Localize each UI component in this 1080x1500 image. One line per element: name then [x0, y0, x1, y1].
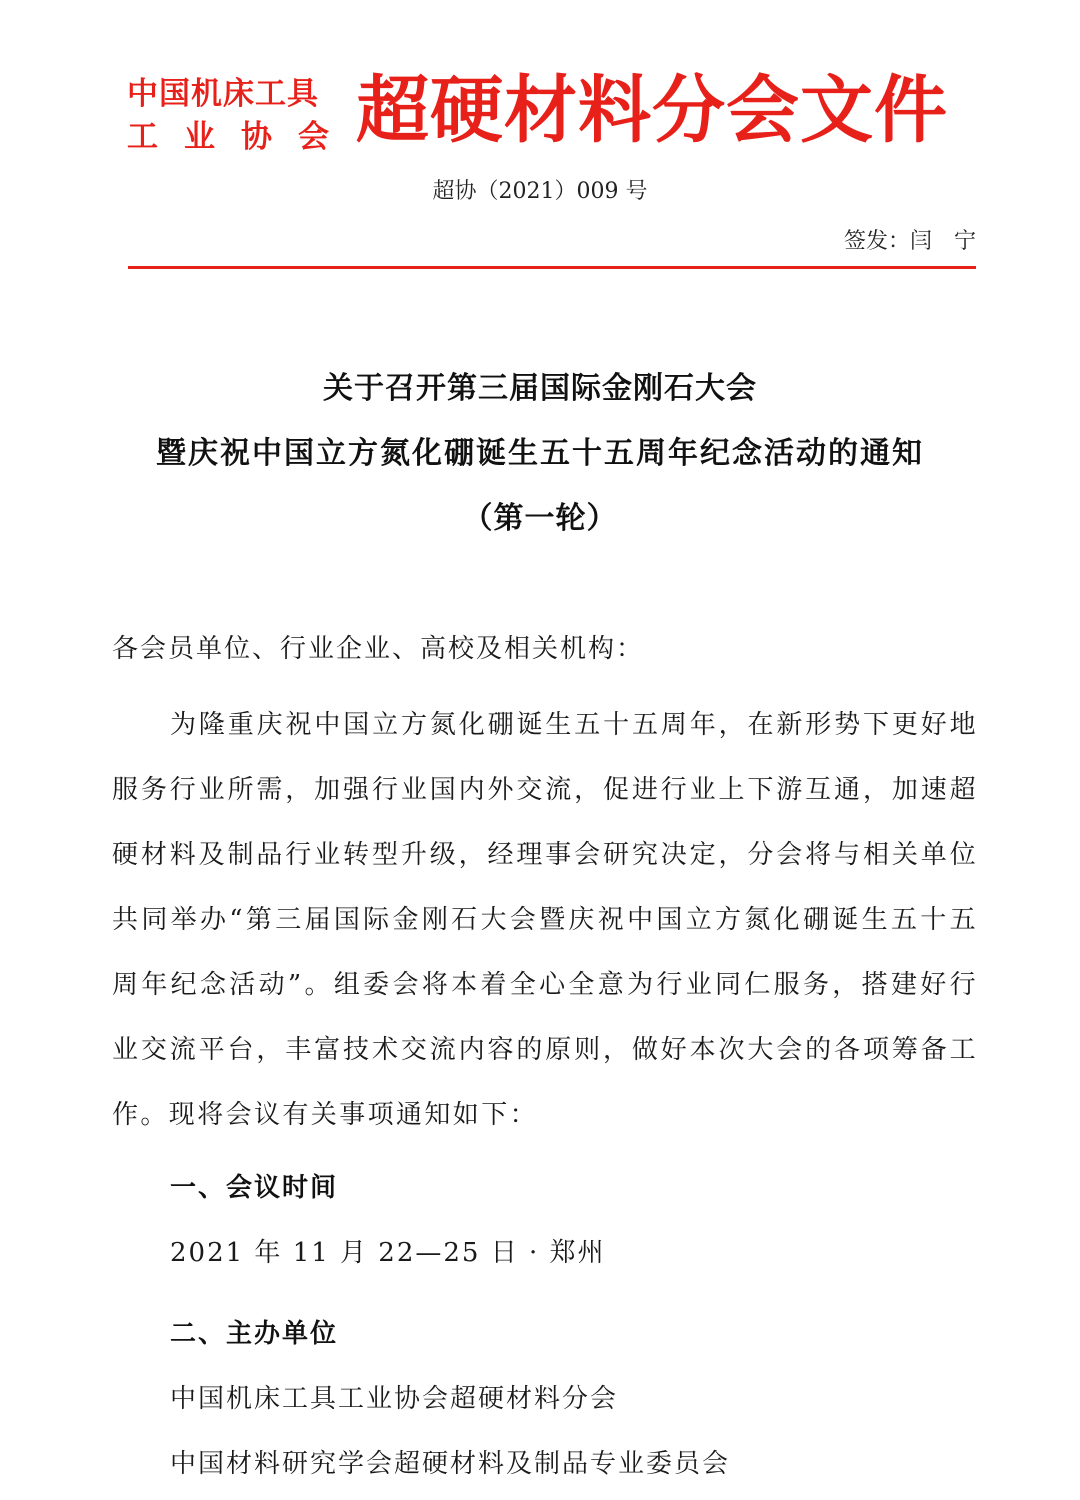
section-heading-hosts: 二、主办单位 [170, 1319, 339, 1349]
issuing-org-line2: 工业协会 [127, 119, 355, 155]
section-heading-meeting-time: 一、会议时间 [170, 1173, 339, 1203]
notice-title-round: （第一轮） [462, 501, 618, 536]
salutation: 各会员单位、行业企业、高校及相关机构： [112, 634, 645, 664]
issuing-org-line1: 中国机床工具 [127, 76, 319, 112]
host-organization-1: 中国机床工具工业协会超硬材料分会 [170, 1384, 619, 1414]
body-paragraph: 为隆重庆祝中国立方氮化硼诞生五十五周年，在新形势下更好地服务行业所需，加强行业国内外交流，促进行业上下游互通，加速超硬材料及制品行业转型升级，经理事会研究决定，分会将与相关单位共同举办“第三届国际金刚石大会暨庆祝中国立方氮化硼诞生五十五周年纪念活动”。组委会将本着全心全意为行业同仁服务，搭建好行业交流平台，丰富技术交流内容的原则，做好本次大会的各项筹备工作。现将会议有关事项通知如下： [112, 710, 978, 1130]
host-organization-2: 中国材料研究学会超硬材料及制品专业委员会 [170, 1449, 731, 1479]
notice-title-line2: 暨庆祝中国立方氮化硼诞生五十五周年纪念活动的通知 [156, 436, 924, 471]
notice-title-line1: 关于召开第三届国际金刚石大会 [323, 371, 757, 406]
signer: 签发：闫 宁 [843, 229, 976, 254]
meeting-time-value: 2021 年 11 月 22—25 日 · 郑州 [170, 1238, 606, 1268]
red-divider-line [128, 266, 976, 269]
document-number: 超协（2021）009 号 [432, 179, 648, 204]
document-header-title: 超硬材料分会文件 [356, 68, 948, 153]
